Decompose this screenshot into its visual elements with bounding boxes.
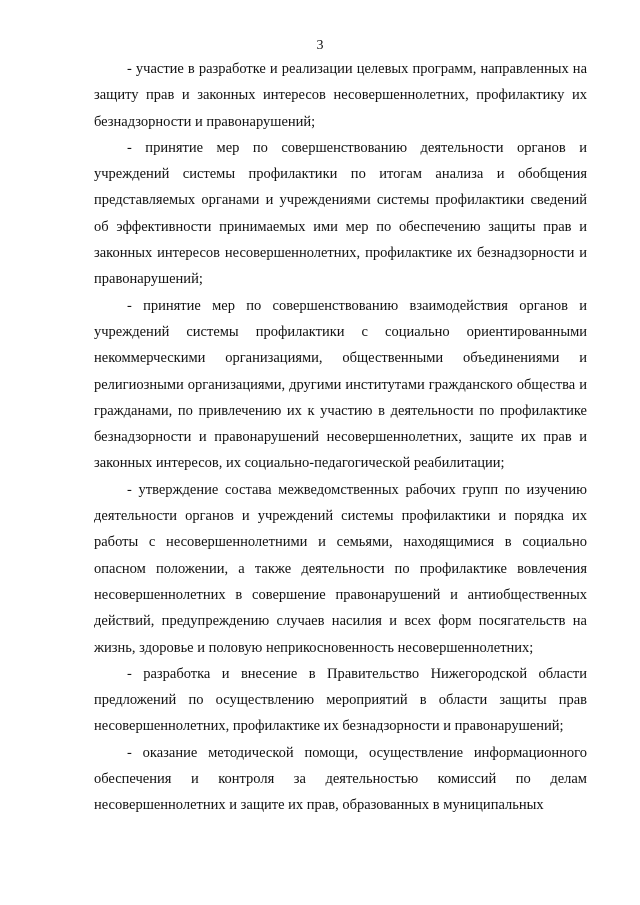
paragraph-improve-interaction: - принятие мер по совершенствованию взаимодействия органов и учреждений системы профилактики с социально ориентированными некоммерческими организациями, общественными объединениями и религиозными организациями, другими институтами гражданского общества и гражданами, по привлечению их к участию в деятельности по профилактике безнадзорности и правонарушений несовершеннолетних, защите их прав и законных интересов, их социально-педагогической реабилитации; xyxy=(94,297,587,472)
paragraph-proposals: - разработка и внесение в Правительство Нижегородской области предложений по осуществлению мероприятий в области защиты прав несовершеннолетних, профилактике их безнадзорности и правонарушений; xyxy=(94,665,587,735)
paragraph-methodical-help: - оказание методической помощи, осуществление информационного обеспечения и контроля за деятельностью комиссий по делам несовершеннолетних и защите их прав, образованных в муниципальных xyxy=(94,744,587,814)
page-number: 3 xyxy=(316,38,324,53)
paragraph-improve-activity: - принятие мер по совершенствованию деятельности органов и учреждений системы профилактики по итогам анализа и обобщения представляемых органами и учреждениями системы профилактики сведений об эффективности принимаемых ими мер по обеспечению защиты прав и законных интересов несовершеннолетних, профилактике их безнадзорности и правонарушений; xyxy=(94,139,587,288)
paragraph-participation-programs: - участие в разработке и реализации целевых программ, направленных на защиту прав и законных интересов несовершеннолетних, профилактику их безнадзорности и правонарушений; xyxy=(94,61,587,130)
paragraph-working-groups: - утверждение состава межведомственных рабочих групп по изучению деятельности органов и учреждений системы профилактики и порядка их работы с несовершеннолетними и семьями, находящимися в социально опасном положении, а также деятельности по профилактике вовлечения несовершеннолетних в совершение правонарушений и антиобщественных действий, предупреждению случаев насилия и всех форм посягательств на жизнь, здоровье и половую неприкосновенность несовершеннолетних; xyxy=(94,481,587,656)
document-body xyxy=(94,56,587,819)
